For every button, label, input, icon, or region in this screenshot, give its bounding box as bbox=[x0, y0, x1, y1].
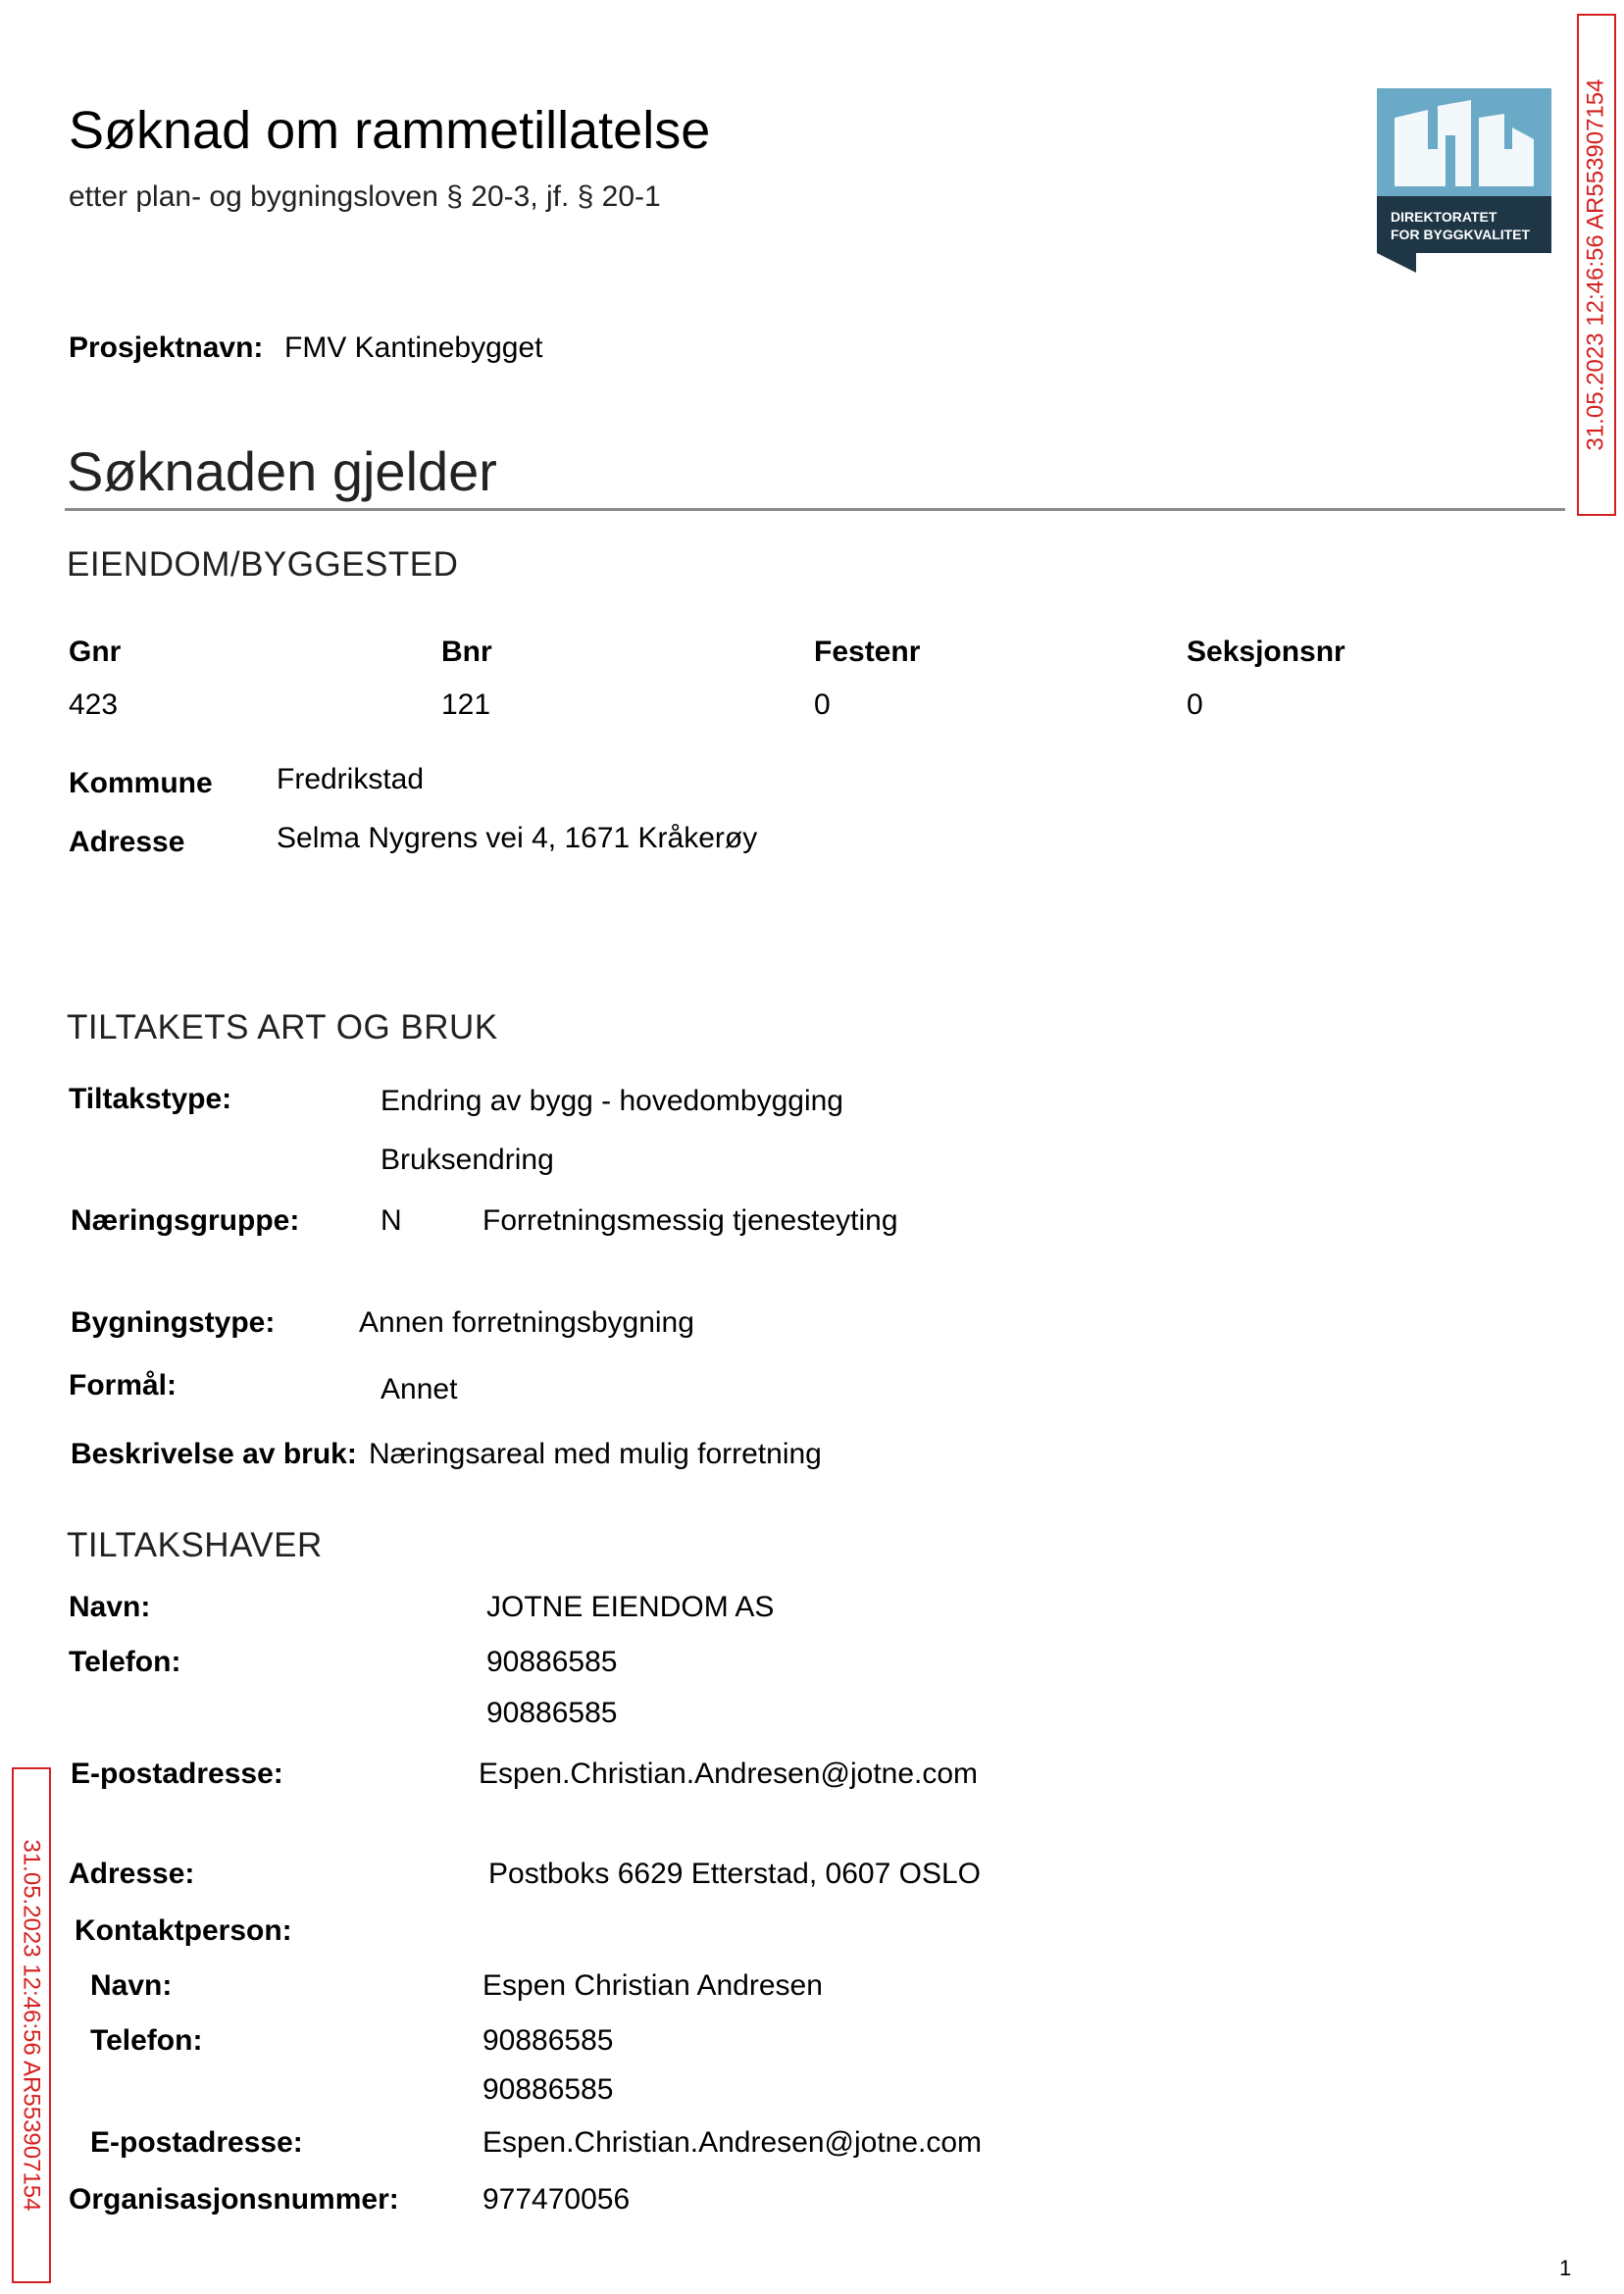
dibk-logo bbox=[1377, 88, 1551, 273]
logo-text-line1: DIREKTORATET bbox=[1391, 209, 1497, 225]
kontakt-epost-label: E-postadresse: bbox=[90, 2126, 303, 2159]
adresse-label: Adresse bbox=[69, 826, 185, 858]
gnr-value: 423 bbox=[69, 688, 119, 721]
page-number: 1 bbox=[1559, 2256, 1572, 2280]
kontaktperson-label: Kontaktperson: bbox=[75, 1914, 292, 1947]
festenr-value: 0 bbox=[814, 688, 831, 721]
formal-label: Formål: bbox=[69, 1369, 178, 1402]
naeringsgruppe-code: N bbox=[381, 1204, 402, 1237]
tiltakshaver-telefon-2: 90886585 bbox=[486, 1697, 618, 1729]
tiltakshaver-telefon-label: Telefon: bbox=[69, 1646, 181, 1678]
festenr-label: Festenr bbox=[814, 636, 921, 668]
adresse-value: Selma Nygrens vei 4, 1671 Kråkerøy bbox=[277, 822, 758, 854]
seksjonsnr-label: Seksjonsnr bbox=[1187, 636, 1345, 668]
property-heading: EIENDOM/BYGGESTED bbox=[67, 545, 459, 584]
formal-value: Annet bbox=[381, 1373, 458, 1405]
tiltakshaver-heading: TILTAKSHAVER bbox=[67, 1526, 323, 1564]
beskrivelse-label: Beskrivelse av bruk: bbox=[71, 1438, 357, 1470]
archive-stamp-bottom-text: 31.05.2023 12:46:56 AR553907154 bbox=[19, 1839, 45, 2212]
tiltakstype-value-2: Bruksendring bbox=[381, 1144, 554, 1176]
kommune-value: Fredrikstad bbox=[277, 763, 425, 795]
document-subtitle: etter plan- og bygningsloven § 20-3, jf. § 20-1 bbox=[69, 180, 661, 213]
bygningstype-label: Bygningstype: bbox=[71, 1306, 276, 1339]
logo-text-line2: FOR BYGGKVALITET bbox=[1391, 227, 1531, 242]
gnr-label: Gnr bbox=[69, 636, 122, 668]
kontakt-telefon-2: 90886585 bbox=[482, 2073, 614, 2106]
tiltakshaver-navn-label: Navn: bbox=[69, 1591, 151, 1623]
project-label: Prosjektnavn: bbox=[69, 331, 264, 364]
bnr-value: 121 bbox=[441, 688, 491, 721]
tiltakshaver-telefon-1: 90886585 bbox=[486, 1646, 618, 1678]
project-name: FMV Kantinebygget bbox=[284, 331, 543, 364]
kontakt-epost-value: Espen.Christian.Andresen@jotne.com bbox=[482, 2126, 983, 2159]
tiltakstype-value-1: Endring av bygg - hovedombygging bbox=[381, 1085, 843, 1117]
naeringsgruppe-value: Forretningsmessig tjenesteyting bbox=[482, 1204, 898, 1237]
tiltakshaver-adresse-value: Postboks 6629 Etterstad, 0607 OSLO bbox=[488, 1858, 981, 1890]
bnr-label: Bnr bbox=[441, 636, 492, 668]
archive-stamp-top-text: 31.05.2023 12:46:56 AR553907154 bbox=[1583, 78, 1609, 451]
tiltakshaver-epost-label: E-postadresse: bbox=[71, 1758, 283, 1790]
archive-stamp-bottom bbox=[12, 1767, 51, 2283]
section-divider bbox=[65, 508, 1565, 511]
document-title: Søknad om rammetillatelse bbox=[69, 101, 711, 160]
kontakt-telefon-label: Telefon: bbox=[90, 2024, 203, 2057]
organisasjonsnummer-value: 977470056 bbox=[482, 2183, 631, 2216]
archive-stamp-top bbox=[1577, 14, 1616, 516]
organisasjonsnummer-label: Organisasjonsnummer: bbox=[69, 2183, 399, 2216]
tiltakshaver-adresse-label: Adresse: bbox=[69, 1858, 195, 1890]
bygningstype-value: Annen forretningsbygning bbox=[359, 1306, 694, 1339]
kontakt-navn-label: Navn: bbox=[90, 1969, 173, 2002]
kontakt-navn-value: Espen Christian Andresen bbox=[482, 1969, 823, 2002]
beskrivelse-value: Næringsareal med mulig forretning bbox=[369, 1438, 822, 1470]
kontakt-telefon-1: 90886585 bbox=[482, 2024, 614, 2057]
naeringsgruppe-label: Næringsgruppe: bbox=[71, 1204, 300, 1237]
seksjonsnr-value: 0 bbox=[1187, 688, 1203, 721]
tiltakshaver-navn-value: JOTNE EIENDOM AS bbox=[486, 1591, 775, 1623]
tiltak-heading: TILTAKETS ART OG BRUK bbox=[67, 1008, 498, 1046]
tiltakstype-label: Tiltakstype: bbox=[69, 1083, 232, 1115]
section-title: Søknaden gjelder bbox=[67, 440, 497, 502]
kommune-label: Kommune bbox=[69, 767, 213, 799]
tiltakshaver-epost-value: Espen.Christian.Andresen@jotne.com bbox=[479, 1758, 979, 1790]
